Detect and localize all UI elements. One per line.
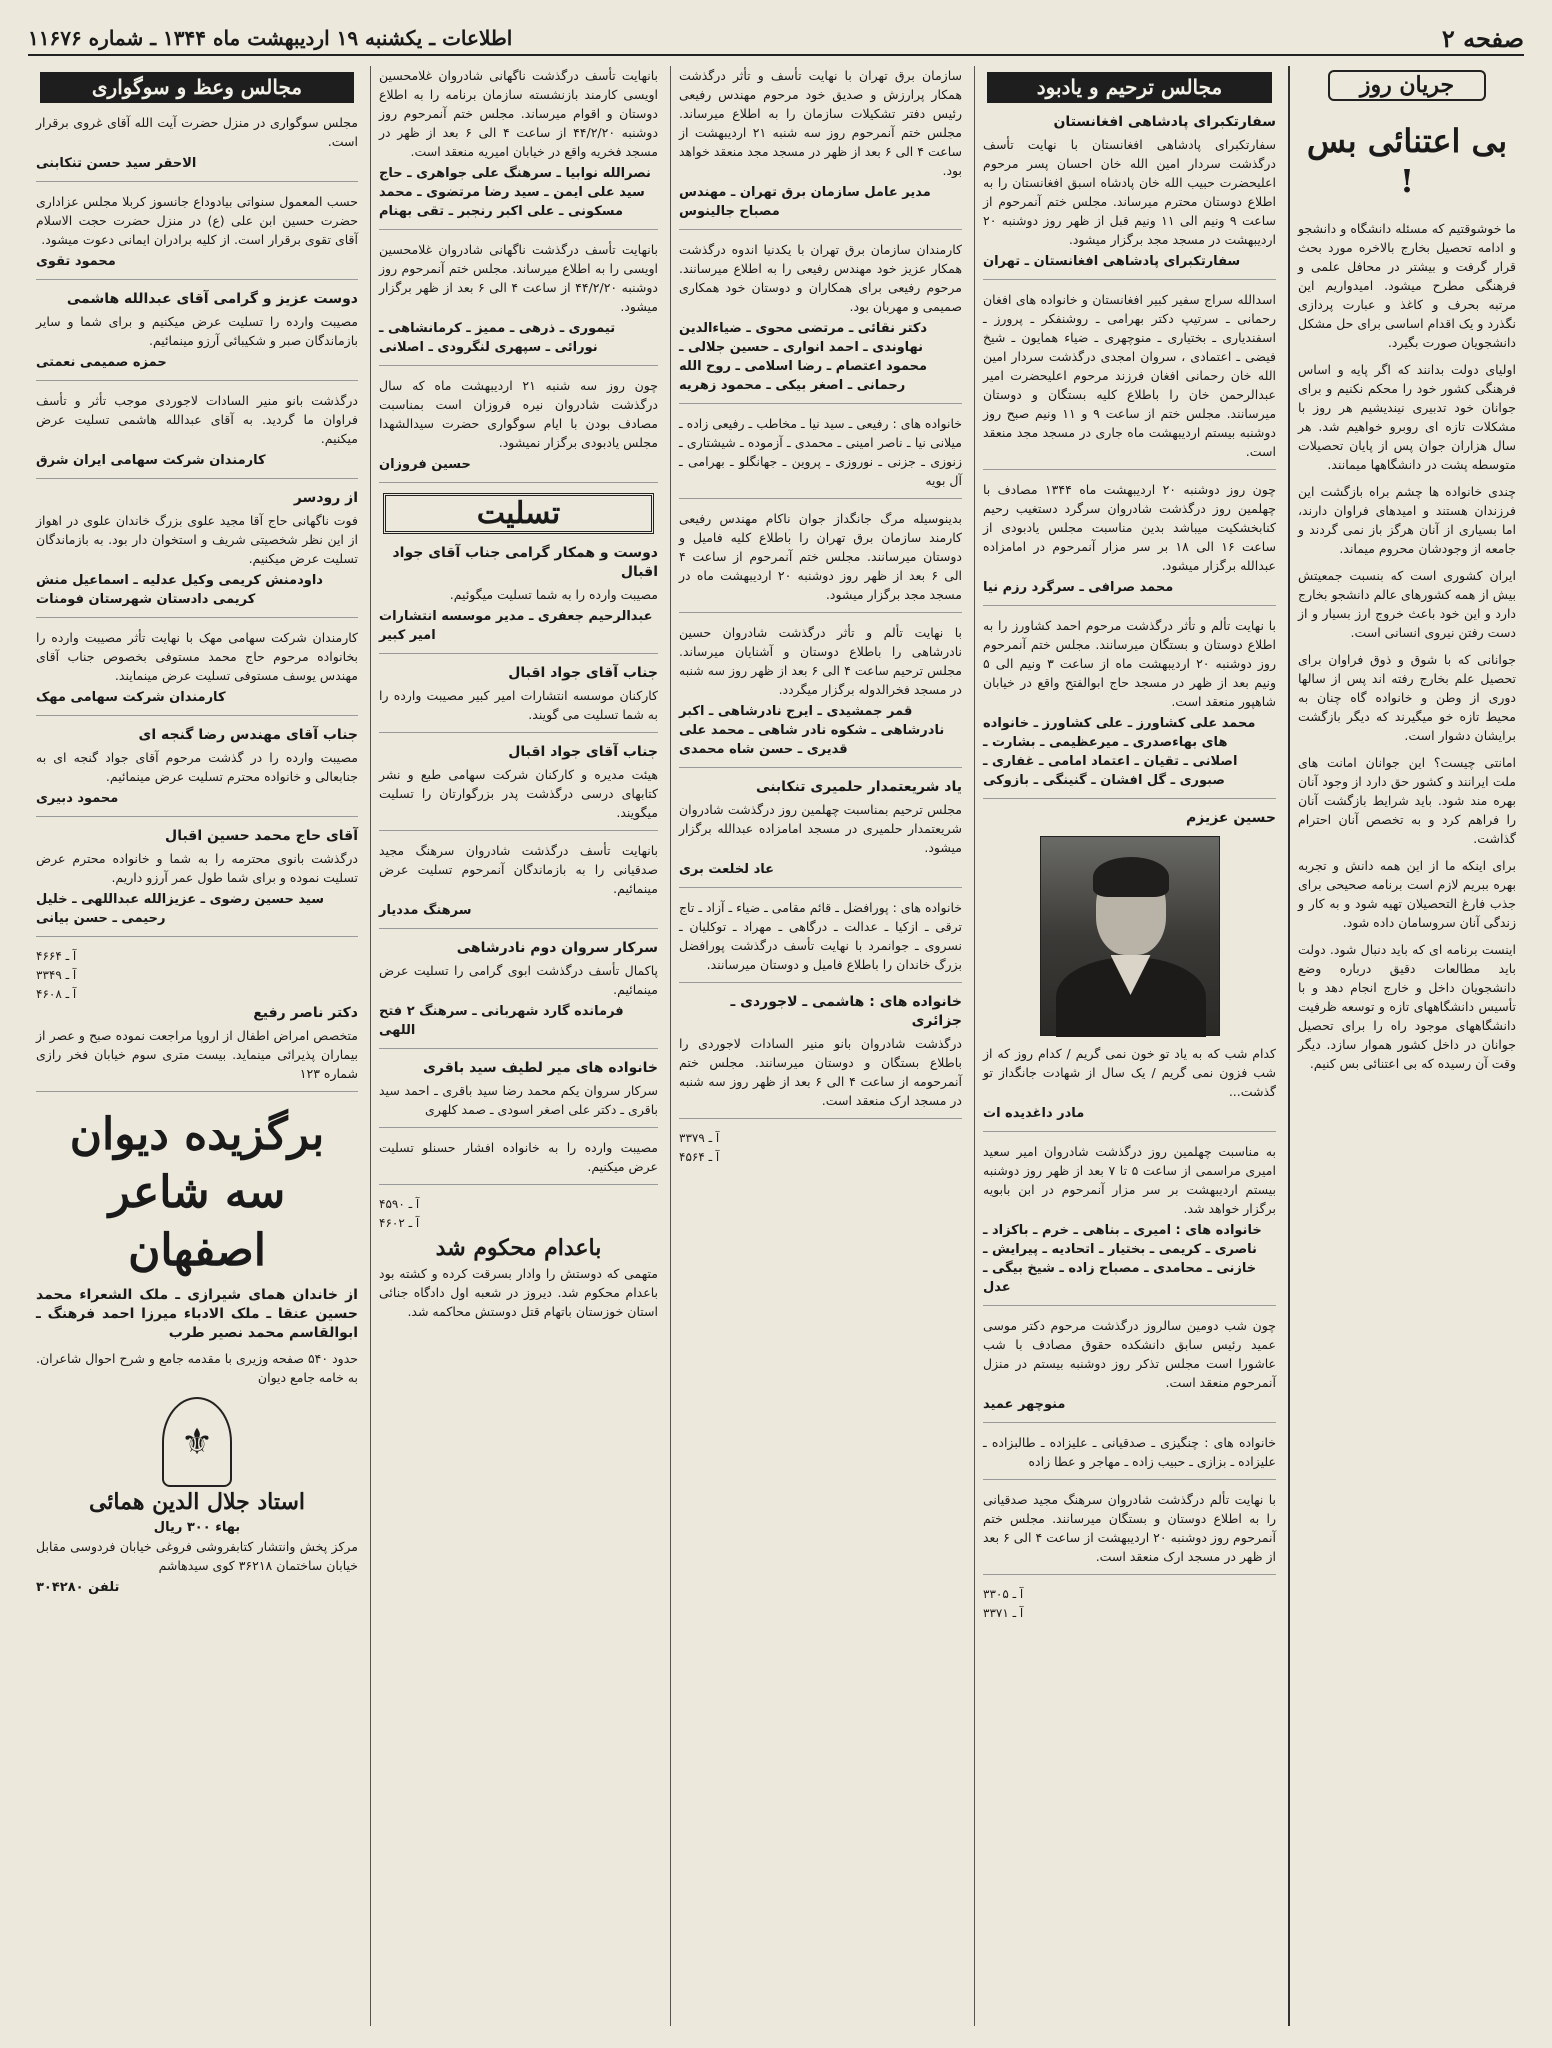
editorial-paragraph: ایران کشوری است که بنسبت جمعیتش بیش از همه کشورهای عالم دانشجو بخارج دارد و این خود باعث خروج ارز بسیار و از دست رفتن نیروی انسانی است. [1298,568,1516,640]
notice-text: هیئت مدیره و کارکنان شرکت سهامی طبع و نشر کتابهای درسی درگذشت پدر بزرگوارتان را تسلیت میگویند. [379,767,658,820]
notice-signature: سفارتکبرای پادشاهی افغانستان ـ تهران [983,254,1241,269]
column-editorial [1288,66,1524,2026]
masthead-info: اطلاعات ـ یکشنبه ۱۹ اردیبهشت ماه ۱۳۴۴ ـ شماره ۱۱۶۷۶ [28,26,513,50]
notice-text: با نهایت تألم درگذشت شادروان سرهنگ مجید صدقیانی را به اطلاع دوستان و بستگان میرسانند. مجلس ختم آنمرحوم روز دوشنبه ۲۰ اردیبهشت از ساعت ۴ الی ۶ بعد از ظهر در مسجد ارک منعقد است. [983,1492,1276,1564]
notice-text: با نهایت تألم و تأثر درگذشت مرحوم احمد کشاورز را به اطلاع دوستان و بستگان میرسانند. مجلس ختم آنمرحوم روز دوشنبه ۲۰ اردیبهشت ماه از ساعت ۳ ونیم الی ۵ ونیم بعد از ظهر در مسجد حاج ابوالفتح واقع در خیابان شاهپور منعقد است. [983,618,1276,709]
notice-signature: حمزه صمیمی نعمتی [36,355,167,370]
notice-title: خانواده های میر لطیف سید باقری [423,1060,658,1076]
notice-text: کدام شب که به یاد تو خون نمی گریم / کدام روز که از شب فزون نمی گریم / یک سال از شهادت جانگداز تو گذشت... [983,1046,1276,1099]
ad-code: آ ـ ۴۵۹۰ [379,1197,420,1211]
notice-signature: نصرالله نوابیا ـ سرهنگ علی جواهری ـ حاج سید علی ایمن ـ سید رضا مرتضوی ـ محمد مسکونی ـ علی اکبر رنجبر ـ تقی بهنام [379,166,651,219]
notice-signature: مادر داغدیده ات [983,1106,1085,1121]
news-body: متهمی که دوستش را وادار بسرقت کرده و کشته بود باعدام محکوم شد. دیروز در شعبه اول دادگاه جنائی استان خوزستان باتهام قتل دوستش محاکمه شد. [379,1266,658,1319]
notice-signature: داودمنش کریمی وکیل عدلیه ـ اسماعیل منش کریمی دادستان شهرستان فومنات [36,573,323,607]
notice-item [36,628,358,716]
notice-title: سرکار سروان دوم نادرشاهی [456,940,658,956]
notice-signature: سید حسین رضوی ـ عزیزالله عبداللهی ـ خلیل رحیمی ـ حسن بیانی [36,892,325,926]
notice-item [36,192,358,280]
notice-item [983,290,1276,470]
book-ad-price: بهاء ۳۰۰ ریال [153,1520,241,1535]
ad-code: آ ـ ۳۳۴۹ [36,968,77,982]
book-ad-address: مرکز پخش وانتشار کتابفروشی فروغی خیابان فردوسی مقابل خیابان ساختمان ۳۶۲۱۸ کوی سیدهاشم [36,1539,358,1573]
editorial-title: بی اعتنائی بس ! [1306,122,1508,200]
ad-code: آ ـ ۴۵۶۴ [679,1150,720,1164]
ad-code: آ ـ ۴۶۶۴ [36,949,77,963]
notice-text: سازمان برق تهران با نهایت تأسف و تأثر درگذشت همکار پرارزش و صدیق خود مرحوم مهندس رفیعی رئیس دفتر تشکیلات سازمان را به اطلاع میرساند. مجلس ختم آنمرحوم روز سه شنبه ۲۱ اردیبهشت از ساعت ۴ الی ۶ بعد از ظهر در مسجد مجد منعقد خواهد بود. [679,68,962,178]
notice-item [679,66,962,230]
notice-text: با نهایت تألم و تأثر درگذشت شادروان حسین نادرشاهی را باطلاع دوستان و آشنایان میرساند. مجلس ترحیم ساعت ۴ الی ۶ بعد از ظهر روز سه شنبه در مسجد فخرالدوله برگزار میگردد. [679,625,962,697]
ad-code: آ ـ ۳۳۷۱ [983,1606,1024,1620]
editorial-paragraph: جوانانی که با شوق و ذوق فراوان برای تحصیل علم بخارج رفته اند پس از سالها دوری از وطن و خانواده گاه چنان به محیط تازه خو میگیرند که دیگر بازگشت برایشان دشوار است. [1298,652,1516,743]
notice-item [983,113,1276,280]
notice-text: مصیبت وارده را به شما تسلیت میگوئیم. [449,587,658,602]
section-bar-memorials: مجالس ترحیم و یادبود [987,72,1272,103]
notice-item [983,1490,1276,1575]
doctor-text: متخصص امراض اطفال از اروپا مراجعت نموده صبح و عصر از بیماران پذیرائی مینماید. بیست متری سوم خیابان فخر رازی شماره ۱۲۳ [36,1028,358,1081]
notice-signature: محمد صرافی ـ سرگرد رزم نیا [983,580,1174,595]
notice-title: جناب آقای مهندس رضا گنجه ای [138,727,358,743]
notice-signature: خانواده های : امیری ـ بناهی ـ خرم ـ باکزاد ـ ناصری ـ کریمی ـ بختیار ـ اتحادیه ـ پیرایش ـ خازنی ـ محامدی ـ مصباح زاده ـ شیخ بیگی ـ عدل [983,1223,1262,1295]
notice-text: بانهایت تأسف درگذشت شادروان سرهنگ مجید صدقیانی را به بازماندگان آنمرحوم تسلیت عرض مینمائیم. [379,843,658,896]
notice-text: چون روز دوشنبه ۲۰ اردیبهشت ماه ۱۳۴۴ مصادف با چهلمین روز درگذشت شادروان سرگرد دستغیب رحیم کنابخشکیت میباشد بدین مناسبت مجلس یادبودی از ساعت ۱۶ الی ۱۸ بر سر مزار آنمرحوم در امامزاده عبدالله برگزار میشود. [983,482,1276,573]
notice-item [379,66,658,230]
ad-code: آ ـ ۴۶۰۲ [379,1216,420,1230]
notice-text: خانواده های : چنگیزی ـ صدقیانی ـ علیزاده ـ طالبزاده ـ علیزاده ـ بزازی ـ حبیب زاده ـ مهاجر و عطا زاده [983,1435,1276,1469]
notice-text: کارمندان شرکت سهامی مهک با نهایت تأثر مصیبت وارده را بخانواده مرحوم حاج محمد مستوفی بخصوص جناب آقای مهندس یوسف مستوفی تسلیت عرض مینمایند. [36,630,358,683]
notice-title: خانواده های : هاشمی ـ لاجوردی ـ جزائری [730,994,962,1029]
notice-text: اسدالله سراج سفیر کبیر افغانستان و خانواده های افغان رحمانی ـ سرتیپ دکتر بهرامی ـ روشنفکر ـ پرورز ـ اسفندیاری ـ بختیاری ـ منوچهری ـ ضیاء همایون ـ شیخ فیضی ـ اعتمادی ، سروان امجدی درگذشت سردار امین الله خان رحمانی افغان فرزند مرحوم اعلیحضرت امیر عبدالرحمن خان را باطلاع کلیه بستگان و دوستان میرسانند. مجلس ختم از ساعت ۹ و ۱۱ ونیم صبح روز دوشنبه بیستم اردیبهشت ماه جاری در مسجد مجد منعقد است. [983,292,1277,459]
publisher-logo-icon: ⚜ [162,1397,232,1487]
portrait-photo [1040,836,1220,1036]
notice-item [983,1316,1276,1423]
book-ad-authors: از خاندان همای شیرازی ـ ملک الشعراء محمد حسین عنقا ـ ملک الادباء میرزا احمد فرهنگ ـ ابوالقاسم محمد نصیر طرب [36,1287,358,1341]
editorial-paragraph: اینست برنامه ای که باید دنبال شود. دولت باید مطالعات دقیق درباره وضع دانشجویان داخل و خارج انجام دهد و با تأسیس دانشگاههای تازه و توسعه ظرفیت دانشگاههای موجود راه را برای تحصیل جوانان در داخل کشور هموار سازد. دیگر وقت آن رسیده که بی اعتنائی بس کنیم. [1298,942,1516,1071]
notice-title: از رودسر [293,490,358,506]
notice-signature: منوچهر عمید [983,1397,1066,1412]
notice-signature: دکتر نقائی ـ مرتضی محوی ـ ضیاءالدین نهاوندی ـ احمد انواری ـ حسین جلالی ـ محمود اعتصام ـ رضا اسلامی ـ روح الله رحمانی ـ اصغر بیکی ـ محمود زهریه [679,321,928,393]
condolence-list [379,544,658,1233]
notice-signature: الاحقر سید حسن تنکابنی [36,156,197,171]
notice-signature: تیموری ـ ذرهی ـ ممیز ـ کرمانشاهی ـ نورائی ـ سپهری لنگرودی ـ اصلانی [379,321,616,355]
notice-text: بانهایت تأسف درگذشت ناگهانی شادروان غلامحسین اویسی کارمند بازنشسته سازمان برنامه را به اطلاع دوستان و اقوام میرساند. مجلس ختم آنمرحوم روز دوشنبه ۴۴/۲/۲۰ از ساعت ۴ الی ۶ بعد از ظهر در مسجد فخریه واقع در خیابان امیریه منعقد است. [379,68,659,159]
notice-text: حسب المعمول سنواتی بیادوداع جانسوز کربلا مجلس عزاداری حضرت حسین ابن علی (ع) در منزل حضرت حجت الاسلام آقای تقوی برقرار است. از کلیه برادران ایمانی دعوت میشود. [36,194,358,247]
notice-title: آقای حاج محمد حسین اقبال [165,828,358,844]
notice-item [983,616,1276,799]
notice-item [983,480,1276,606]
notice-signature: قمر جمشیدی ـ ایرج نادرشاهی ـ اکبر نادرشاهی ـ شکوه نادر شاهی ـ محمد علی قدیری ـ حسن شاه محمدی [679,704,945,757]
notice-signature: حسین فروزان [379,457,471,472]
notice-text: درگذشت شادروان بانو منیر السادات لاجوردی را باطلاع بستگان و دوستان میرسانند. مجلس ختم آنمرحومه از ساعت ۴ الی ۶ بعد از ظهر روز سه شنبه در مسجد ارک منعقد است. [679,1036,963,1108]
notice-item [679,240,962,404]
notice-item [679,898,962,983]
notice-item [379,1059,658,1128]
book-ad [36,1106,358,1597]
notice-item [36,726,358,817]
notice-signature: محمود دبیری [36,791,119,806]
notice-item [679,623,962,768]
notice-item [679,993,962,1119]
column-memorials [974,66,1284,2026]
notice-signature: عبدالرحیم جعفری ـ مدیر موسسه انتشارات امیر کبیر [379,609,653,643]
notice-text: مصیبت وارده را در گذشت مرحوم آقای جواد گنجه ای به جنابعالی و خانواده محترم تسلیت عرض مینمائیم. [36,750,358,784]
notice-title: سفارتکبرای پادشاهی افغانستان [1053,114,1276,130]
notice-item [379,841,658,929]
notice-item [36,489,358,618]
page-number: صفحه ۲ [1441,23,1524,53]
notice-text: مجلس ترحیم بمناسبت چهلمین روز درگذشت شادروان شریعتمدار حلمیری در مسجد امامزاده عبدالله برگزار میشود. [679,802,962,855]
doctor-ad [36,1004,358,1092]
newspaper-page [28,22,1524,2026]
notice-text: به مناسبت چهلمین روز درگذشت شادروان امیر سعید امیری مراسمی از ساعت ۵ تا ۷ بعد از ظهر روز دوشنبه بیستم اردیبهشت بر سر مزار آنمرحوم در ابن بابویه برگزار خواهد شد. [983,1144,1276,1216]
doctor-name: دکتر ناصر رفیع [253,1005,358,1021]
notice-item [379,376,658,483]
notice-item [679,509,962,613]
notice-signature: عاد لخلعت بری [679,862,775,877]
section-bar-mourning: مجالس وعظ و سوگواری [40,72,354,103]
notice-text: بدینوسیله مرگ جانگداز جوان ناکام مهندس رفیعی کارمند سازمان برق تهران را باطلاع کلیه فامیل و دوستان میرسانند. مجلس ختم آنمرحوم از ساعت ۴ الی ۶ بعد از ظهر روز دوشنبه ۲۰ اردیبهشت ماه در مسجد مجد برگزار میشود. [679,511,962,602]
notice-text: درگذشت بانو منیر السادات لاجوردی موجب تأثر و تأسف فراوان ما گردید. به آقای عبدالله هاشمی تسلیت عرض میکنیم. [36,393,358,446]
notice-text: مصیبت وارده را تسلیت عرض میکنیم و برای شما و سایر بازماندگان صبر و شکیبائی آرزو مینمائیم. [36,314,358,348]
ad-code: آ ـ ۳۳۰۵ [983,1587,1024,1601]
notice-text: چون روز سه شنبه ۲۱ اردیبهشت ماه که سال درگذشت شادروان نیره فروزان است بمناسبت مصادف بودن با ایام سوگواری حضرت سیدالشهدا مجلس یادبودی برگزار نمیشود. [379,378,658,450]
notice-item [679,414,962,499]
notice-title: یاد شریعتمدار حلمیری تنکابنی [756,779,962,795]
notice-signature: سرهنگ مددیار [379,903,472,918]
notice-text: مصیبت وارده را به خانواده افشار حسنلو تسلیت عرض میکنیم. [379,1140,658,1174]
notice-text: کارمندان سازمان برق تهران با یکدنیا اندوه درگذشت همکار عزیز خود مهندس رفیعی را به اطلاع میرسانند. مرحوم رفیعی برای همکاران و دوستان خود همکاری صمیمی و مهربان بود. [679,242,962,314]
editorial-paragraph: امانتی چیست؟ این جوانان امانت های ملت ایرانند و کشور حق دارد از وجود آنان بهره مند شود. باید شرایط بازگشت آنان را فراهم کرد و به تخصص آنان احترام گذاشت. [1298,755,1516,846]
announcement-list [679,66,962,1167]
section-box-title: جریان روز [1328,70,1486,101]
notice-signature: مدیر عامل سازمان برق تهران ـ مهندس مصباح جالینوس [679,185,931,219]
notice-item [983,809,1276,1132]
memorial-list [983,113,1276,1623]
book-ad-phone: تلفن ۳۰۴۲۸۰ [36,1580,120,1595]
book-ad-editor: استاد جلال الدین همائی [88,1489,306,1515]
notice-text: سرکار سروان یکم محمد رضا سید باقری ـ احمد سید باقری ـ دکتر علی اصغر اسودی ـ صمد کلهری [379,1083,658,1117]
notice-item [679,778,962,888]
notice-item [36,113,358,182]
notice-item [379,939,658,1049]
notice-title: حسین عزیزم [1185,810,1276,826]
notice-text: سفارتکبرای پادشاهی افغانستان با نهایت تأسف درگذشت سردار امین الله خان احسان پسر مرحوم اعلیحضرت حبیب الله خان پادشاه اسبق افغانستان را به اطلاع دوستان محترم میرساند. مجلس ختم آنمرحوم از ساعت ۹ ونیم الی ۱۱ ونیم قبل از ظهر روز دوشنبه ۲۰ اردیبهشت در مسجد مجد برگزار میشود. [983,137,1276,247]
column-condolences [370,66,666,2026]
notice-signature: فرمانده گارد شهربانی ـ سرهنگ ۲ فتح اللهی [379,1004,624,1038]
notice-text: فوت ناگهانی حاج آقا مجید علوی بزرگ خاندان علوی در اهواز از این نظر شخصیتی شریف و استخوان دار بود. به بازماندگان تسلیت عرض میکنیم. [36,513,358,566]
notice-signature: کارمندان شرکت سهامی مهک [36,690,226,705]
notice-text: کارکنان موسسه انتشارات امیر کبیر مصیبت وارده را به شما تسلیت می گویند. [379,688,658,722]
book-ad-desc: حدود ۵۴۰ صفحه وزیری با مقدمه جامع و شرح احوال شاعران. به خامه جامع دیوان [36,1351,358,1385]
notice-signature: کارمندان شرکت سهامی ایران شرق [36,453,266,468]
notice-title: جناب آقای جواد اقبال [508,665,658,681]
notice-item [36,827,358,937]
ad-code: آ ـ ۳۳۷۹ [679,1131,720,1145]
section-bar-condolence: تسلیت [383,493,654,534]
notice-text: مجلس سوگواری در منزل حضرت آیت الله آقای غروی برقرار است. [36,115,358,149]
notice-item [983,1433,1276,1480]
ad-code: آ ـ ۴۶۰۸ [36,987,77,1001]
notice-item [379,240,658,366]
notice-item [983,1142,1276,1306]
notice-text: چون شب دومین سالروز درگذشت مرحوم دکتر موسی عمید رئیس سابق دانشکده حقوق مصادف با شب عاشورا است مجلس تذکر روز دوشنبه بیستم در منزل آنمرحوم منعقد است. [983,1318,1276,1390]
notice-title: دوست عزیز و گرامی آقای عبدالله هاشمی [66,291,358,307]
editorial-paragraph: ما خوشوقتیم که مسئله دانشگاه و دانشجو و ادامه تحصیل بخارج بالاخره مورد بحث قرار گرفت و بیشتر در محافل علمی و فرهنگی مطرح میشود. امیدواریم این مرتبه بحرف و کاغذ و عبارت پردازی نگذرد و یک اقدام اساسی برای حل مشکل دانشجویان صورت بگیرد. [1298,221,1516,350]
notice-item [36,290,358,381]
notice-item [379,664,658,733]
notice-item [379,544,658,654]
editorial-body [1298,219,1516,1073]
column-mourning [28,66,366,2026]
notice-list [379,66,658,483]
column-announcements [670,66,970,2026]
notice-item [379,743,658,831]
notice-item [36,391,358,479]
notice-text: خانواده های : پورافضل ـ قائم مقامی ـ ضیاء ـ آزاد ـ تاج ترقی ـ ازکیا ـ عدالت ـ درگاهی ـ مهراد ـ توکلیان ـ نسروی ـ جوانمرد با نهایت تأسف درگذشت پورافضل بزرگ خاندان را باطلاع فامیل و دوستان میرسانند. [678,900,962,972]
notice-text: درگذشت بانوی محترمه را به شما و خانواده محترم عرض تسلیت نموده و برای شما طول عمر آرزو داریم. [36,851,358,885]
editorial-paragraph: چندی خانواده ها چشم براه بازگشت این فرزندان هستند و امیدهای فراوان دارند، اما بسیاری از آنان هرگز باز نمی گردند و جامعه از وجودشان محروم میماند. [1298,484,1516,556]
portrait-hair [1093,857,1169,897]
notice-signature: محمد علی کشاورز ـ علی کشاورز ـ خانواده های بهاءصدری ـ میرعظیمی ـ بشارت ـ اصلانی ـ تقیان ـ اعتماد امامی ـ غفاری ـ صبوری ـ گل افشان ـ گنینگی ـ بازوکی [983,716,1256,788]
notice-title: دوست و همکار گرامی جناب آقای جواد اقبال [392,545,658,580]
news-headline: باعدام محکوم شد [435,1235,602,1261]
editorial-paragraph: اولیای دولت بدانند که اگر پایه و اساس فرهنگی کشور خود را محکم نکنیم و برای جوانان خود تدبیری نیندیشیم هر روز با مشکلات تازه ای روبرو خواهیم شد. هر سال هزاران جوان پس از پایان تحصیلات متوسطه پشت در دانشگاهها میمانند. [1298,362,1516,472]
mourning-list [36,113,358,1004]
book-ad-title: برگزیده دیوان سه شاعر اصفهان [69,1109,325,1276]
notice-title: جناب آقای جواد اقبال [508,744,658,760]
notice-signature: محمود تقوی [36,254,116,269]
notice-text: خانواده های : رفیعی ـ سید نیا ـ مخاطب ـ رفیعی زاده ـ میلانی نیا ـ ناصر امینی ـ محمدی ـ آزموده ـ شیشتاری ـ زنوزی ـ جزنی ـ نوروزی ـ پروین ـ جهانگلو ـ بهرامی ـ آل بویه [679,416,962,488]
notice-item [379,1138,658,1185]
editorial-paragraph: برای اینکه ما از این همه دانش و تجربه بهره ببریم لازم است برنامه صحیحی برای جذب فارغ التحصیلان تهیه شود و به کار و زندگی آنان سروسامان داده شود. [1298,858,1516,930]
notice-text: بانهایت تأسف درگذشت ناگهانی شادروان غلامحسین اویسی را به اطلاع میرساند. مجلس ختم آنمرحوم روز دوشنبه ۴۴/۲/۲۰ از ساعت ۴ الی ۶ بعد از ظهر برگزار میشود. [379,242,658,314]
notice-text: پاکمال تأسف درگذشت ابوی گرامی را تسلیت عرض مینمائیم. [379,963,658,997]
masthead [28,22,1524,56]
